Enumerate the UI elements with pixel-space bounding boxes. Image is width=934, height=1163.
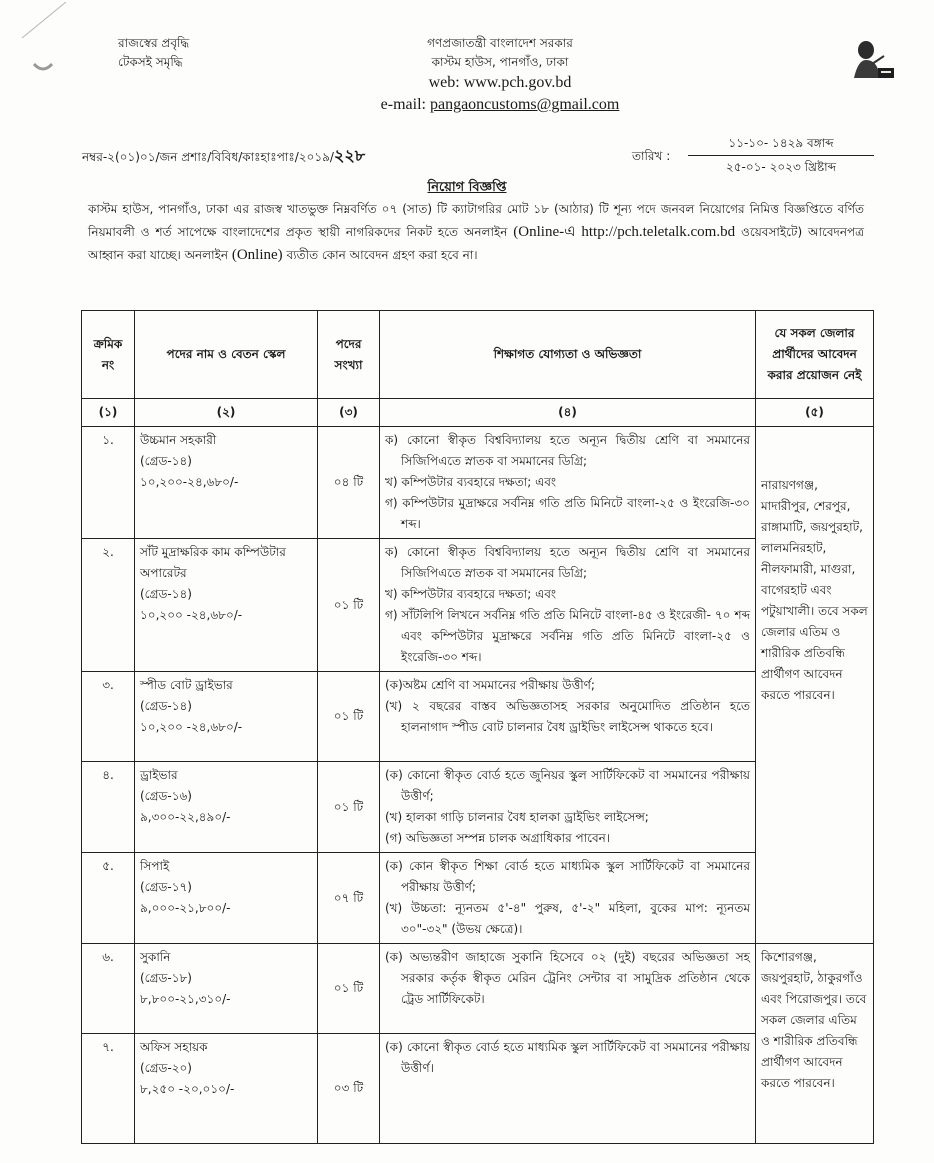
header-qualification: শিক্ষাগত যোগ্যতা ও অভিজ্ঞতা	[380, 311, 756, 399]
qual-item: খ) কম্পিউটার ব্যবহারে দক্ষতা; এবং	[385, 587, 557, 601]
row-post	[135, 672, 318, 762]
date-label: তারিখ :	[632, 149, 671, 163]
col-num-3: (৩)	[318, 399, 380, 427]
row-serial: ২.	[82, 539, 135, 672]
row-serial: ৩.	[82, 672, 135, 762]
post-grade: (গ্রেড-১৪)	[140, 454, 192, 468]
table-row	[82, 539, 874, 672]
col-num-2: (২)	[135, 399, 318, 427]
row-count: ০১ টি	[318, 539, 380, 672]
post-title: ড্রাইভার	[140, 768, 178, 782]
post-grade: (গ্রেড-১৮)	[140, 971, 192, 985]
qual-item: গ) কম্পিউটার মুদ্রাক্ষরে সর্বনিম্ন গতি প্রতি মিনিটে বাংলা-২৫ ও ইংরেজি-৩০ শব্দ।	[385, 496, 750, 531]
row-post	[135, 853, 318, 944]
website-line: web: www.pch.gov.bd	[428, 74, 572, 91]
qual-item: (খ) ২ বছরের বাস্তব অভিজ্ঞতাসহ সরকার অনুমোদিত প্রতিষ্ঠান হতে হালনাগাদ স্পীড বোট চালনার বৈধ ড্রাইভিং লাইসেন্স থাকতে হবে।	[385, 699, 750, 734]
row-count: ০১ টি	[318, 762, 380, 853]
qual-item: (গ) অভিজ্ঞতা সম্পন্ন চালক অগ্রাধিকার পাবেন।	[385, 831, 611, 845]
row-count: ০৭ টি	[318, 853, 380, 944]
row-qualification	[380, 944, 756, 1034]
qual-item: (ক) কোনো স্বীকৃত বোর্ড হতে জুনিয়র স্কুল সার্টিফিকেট বা সমমানের পরীক্ষায় উত্তীর্ণ;	[385, 768, 750, 803]
post-grade: (গ্রেড-১৭)	[140, 880, 192, 894]
post-scale: ১০,২০০-২৪,৬৮০/-	[140, 475, 239, 489]
memo-number-serial: ২২৮	[333, 146, 366, 165]
row-serial: ৫.	[82, 853, 135, 944]
scan-scratch-mark	[20, 0, 70, 40]
intro-text-3: ব্যতীত কোন আবেদন গ্রহণ করা হবে না।	[282, 248, 478, 262]
row-serial: ৬.	[82, 944, 135, 1034]
row-count: ০৩ টি	[318, 1034, 380, 1144]
table-row	[82, 762, 874, 853]
column-number-row	[82, 399, 874, 427]
date-english: ২৫-০১- ২০২৩ খ্রিষ্টাব্দ	[725, 160, 837, 174]
email-label: e-mail:	[380, 96, 430, 113]
row-serial: ৭.	[82, 1034, 135, 1144]
row-qualification	[380, 853, 756, 944]
government-name: গণপ্রজাতন্ত্রী বাংলাদেশ সরকার	[427, 36, 573, 50]
table-row	[82, 944, 874, 1034]
post-grade: (গ্রেড-১৪)	[140, 699, 192, 713]
row-count: ০৪ টি	[318, 427, 380, 539]
row-serial: ১.	[82, 427, 135, 539]
memo-number	[82, 143, 365, 170]
row-qualification	[380, 427, 756, 539]
hole-punch-mark	[32, 60, 54, 74]
row-post	[135, 944, 318, 1034]
header-post: পদের নাম ও বেতন স্কেল	[135, 311, 318, 399]
qual-item: (ক) কোনো স্বীকৃত বোর্ড হতে মাধ্যমিক স্কুল সার্টিফিকেট বা সমমানের পরীক্ষায় উত্তীর্ণ।	[385, 1040, 750, 1075]
col-num-4: (৪)	[380, 399, 756, 427]
qual-item: (খ) হালকা গাড়ি চালনার বৈধ হালকা ড্রাইভিং লাইসেন্স;	[385, 810, 649, 824]
qual-item: খ) কম্পিউটার ব্যবহারে দক্ষতা; এবং	[385, 475, 557, 489]
post-scale: ৯,৩০০-২২,৪৯০/-	[140, 810, 231, 824]
post-scale: ৮,৮০০-২১,৩১০/-	[140, 992, 231, 1006]
post-title: উচ্চমান সহকারী	[140, 433, 217, 447]
notice-intro	[88, 198, 864, 267]
post-title: স্পীড বোট ড্রাইভার	[140, 678, 233, 692]
post-grade: (গ্রেড-২০)	[140, 1061, 192, 1075]
table-row	[82, 1034, 874, 1144]
table-row	[82, 853, 874, 944]
header-excluded-districts: যে সকল জেলার প্রার্থীদের আবেদন করার প্রয়োজন নেই	[756, 311, 874, 399]
post-scale: ৮,২৫০ -২০,০১০/-	[140, 1082, 235, 1096]
row-qualification	[380, 1034, 756, 1144]
office-name: কাস্টম হাউস, পানগাঁও, ঢাকা	[431, 55, 569, 69]
table-row	[82, 672, 874, 762]
post-title: সাঁট মুদ্রাক্ষরিক কাম কম্পিউটার অপারেটর	[140, 545, 286, 580]
post-scale: ১০,২০০ -২৪,৬৮০/-	[140, 720, 243, 734]
post-scale: ৯,০০০-২১,৮০০/-	[140, 901, 231, 915]
row-serial: ৪.	[82, 762, 135, 853]
col-num-5: (৫)	[756, 399, 874, 427]
intro-text-2: ওয়েবসাইটে) আবেদনপত্র আহ্বান করা যাচ্ছে। অনলাইন	[88, 225, 864, 262]
vacancy-table	[81, 310, 874, 1144]
portrait-logo-icon	[848, 38, 896, 82]
row-post	[135, 762, 318, 853]
date-bangla: ১১-১০- ১৪২৯ বঙ্গাব্দ	[688, 132, 874, 156]
post-scale: ১০,২০০ -২৪,৬৮০/-	[140, 608, 243, 622]
table-header-row	[82, 311, 874, 399]
excluded-districts-6-7: কিশোরগঞ্জ, জয়পুরহাট, ঠাকুরগাঁও এবং পিরোজপুর। তবে সকল জেলার এতিম ও শারীরিক প্রতিবন্ধি প্রার্থীগণ আবেদন করতে পারবেন।	[756, 944, 874, 1144]
row-qualification	[380, 672, 756, 762]
post-title: অফিস সহায়ক	[140, 1040, 208, 1054]
row-post	[135, 1034, 318, 1144]
row-post	[135, 427, 318, 539]
post-grade: (গ্রেড-১৬)	[140, 789, 192, 803]
col-num-1: (১)	[82, 399, 135, 427]
table-row	[82, 427, 874, 539]
slogan-line-2: টেকসই সমৃদ্ধি	[118, 55, 183, 69]
qual-item: (খ) উচ্চতা: ন্যূনতম ৫'-৪" পুরুষ, ৫'-২" মহিলা, বুকের মাপ: ন্যূনতম ৩০"-৩২" (উভয় ক্ষেত্রে)।	[385, 901, 750, 936]
excluded-districts-1-5: নারায়ণগঞ্জ, মাদারীপুর, শেরপুর, রাঙ্গামাটি, জয়পুরহাট, লালমনিরহাট, নীলফামারী, মাগুরা, বাগেরহাট এবং পটুয়াখালী। তবে সকল জেলার এতিম ও শারীরিক প্রতিবন্ধি প্রার্থীগণ আবেদন করতে পারবেন।	[756, 427, 874, 944]
intro-online-word: (Online)	[231, 247, 283, 263]
slogan-block	[118, 34, 189, 72]
qual-item: ক) কোনো স্বীকৃত বিশ্ববিদ্যালয় হতে অন্যূন দ্বিতীয় শ্রেণি বা সমমানের সিজিপিএতে স্নাতক বা সমমানের ডিগ্রি;	[385, 545, 750, 580]
header-serial: ক্রমিক নং	[82, 311, 135, 399]
email-line	[330, 94, 670, 116]
email-link[interactable]: pangaoncustoms@gmail.com	[429, 96, 620, 113]
qual-item: (ক) কোন স্বীকৃত শিক্ষা বোর্ড হতে মাধ্যমিক স্কুল সার্টিফিকেট বা সমমানের পরীক্ষায় উত্তীর্ণ;	[385, 859, 750, 894]
row-qualification	[380, 762, 756, 853]
letterhead	[330, 34, 670, 116]
post-grade: (গ্রেড-১৪)	[140, 587, 192, 601]
header-count: পদের সংখ্যা	[318, 311, 380, 399]
row-post	[135, 539, 318, 672]
slogan-line-1: রাজস্বের প্রবৃদ্ধি	[118, 36, 190, 50]
qual-item: (ক) অভ্যন্তরীণ জাহাজে সুকানি হিসেবে ০২ (দুই) বছরের অভিজ্ঞতা সহ সরকার কর্তৃক স্বীকৃত মেরিন ট্রেনিং সেন্টার বা সামুদ্রিক প্রতিষ্ঠান থেকে ট্রেড সার্টিফিকেট।	[385, 950, 750, 1006]
row-count: ০১ টি	[318, 672, 380, 762]
row-qualification	[380, 539, 756, 672]
qual-item: (ক)অষ্টম শ্রেণি বা সমমানের পরীক্ষায় উত্তীর্ণ;	[385, 678, 595, 692]
intro-text-1: কাস্টম হাউস, পানগাঁও, ঢাকা এর রাজস্ব খাতভুক্ত নিম্নবর্ণিত ০৭ (সাত) টি ক্যাটাগরির মোট ১৮ (আঠার) টি শূন্য পদে জনবল নিয়োগের নিমিত্ত বিজ্ঞপ্তিতে বর্ণিত নিয়মাবলী ও শর্ত সাপেক্ষে বাংলাদেশের প্রকৃত স্থায়ী নাগরিকদের নিকট হতে অনলাইন	[88, 202, 864, 239]
notice-title: নিয়োগ বিজ্ঞপ্তি	[427, 180, 507, 195]
intro-online-url: (Online-এ http://pch.teletalk.com.bd	[513, 224, 736, 240]
post-title: সিপাই	[140, 859, 170, 873]
row-count: ০১ টি	[318, 944, 380, 1034]
post-title: সুকানি	[140, 950, 171, 964]
qual-item: গ) সাঁটলিপি লিখনে সর্বনিম্ন গতি প্রতি মিনিটে বাংলা-৪৫ ও ইংরেজী- ৭০ শব্দ এবং কম্পিউটার মুদ্রাক্ষরে সর্বনিম্ন গতি প্রতি মিনিটে বাংলা-২৫ ও ইংরেজি-৩০ শব্দ।	[385, 608, 750, 664]
qual-item: ক) কোনো স্বীকৃত বিশ্ববিদ্যালয় হতে অন্যূন দ্বিতীয় শ্রেণি বা সমমানের সিজিপিএতে স্নাতক বা সমমানের ডিগ্রি;	[385, 433, 750, 468]
memo-number-text: নম্বর-২(০১)০১/জন প্রশাঃ/বিবিধ/কাঃহাঃপাঃ/২০১৯/	[82, 150, 334, 164]
